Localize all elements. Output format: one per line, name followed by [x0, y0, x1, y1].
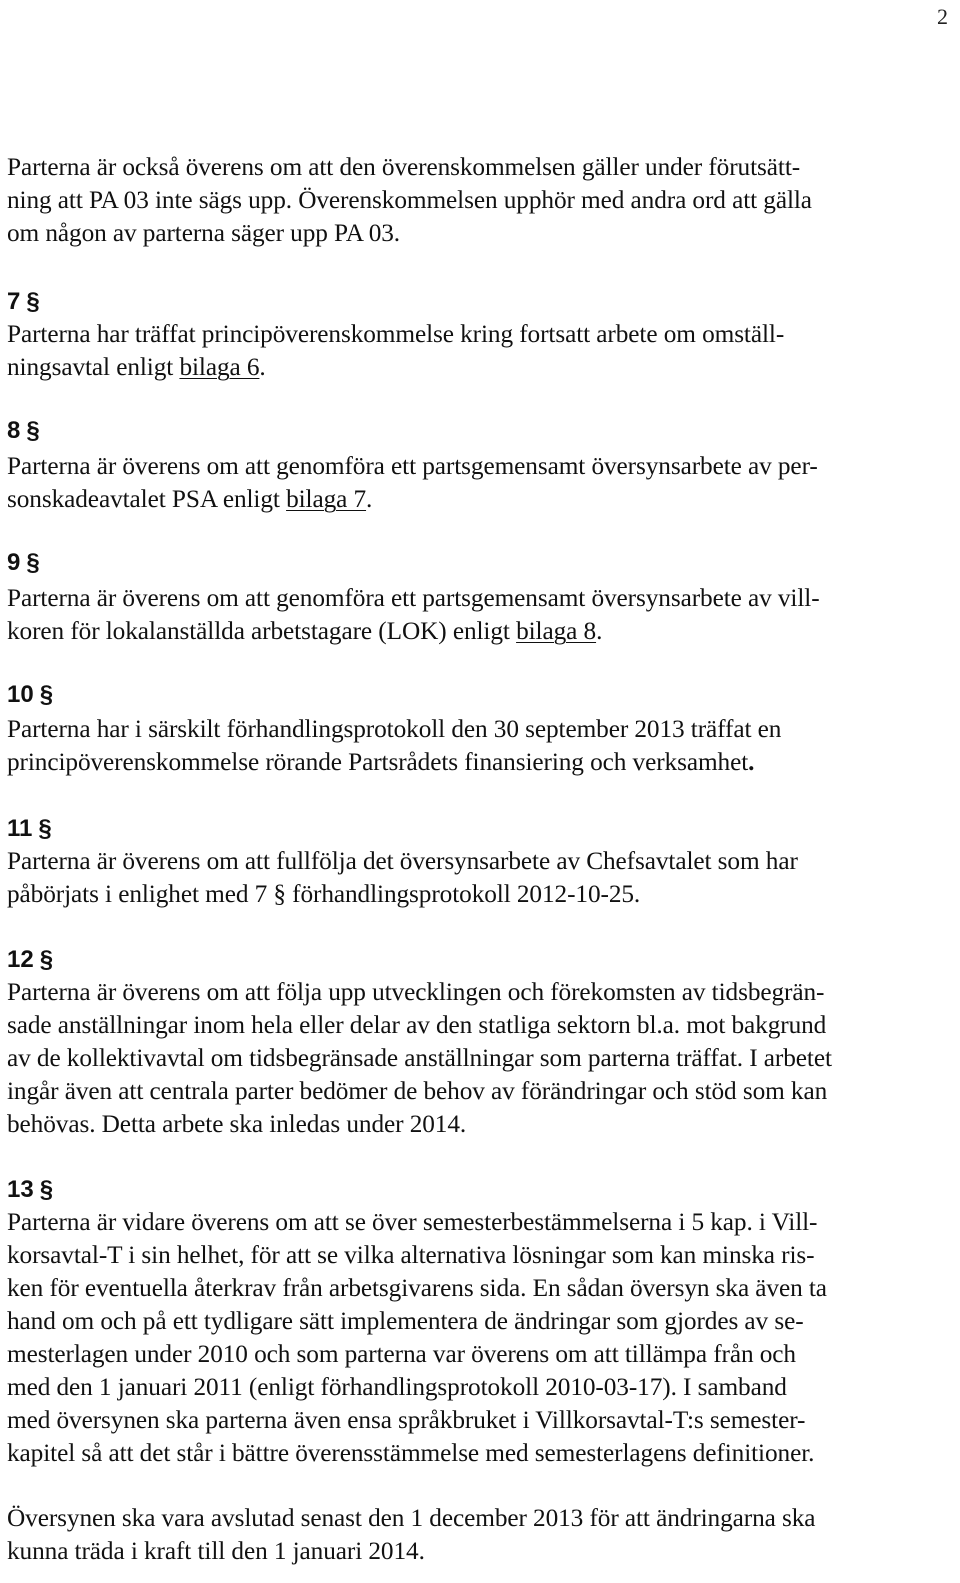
section-13-line-8: kapitel så att det står i bättre överensstämmelse med semesterlagens definitioner.: [7, 1439, 815, 1467]
section-9-line-1: Parterna är överens om att genomföra ett partsgemensamt översynsarbete av vill-: [7, 584, 820, 612]
section-10-heading: [7, 678, 53, 711]
section-9-heading: [7, 546, 40, 579]
section-number: 7: [7, 288, 21, 315]
section-8-line-1: Parterna är överens om att genomföra ett partsgemensamt översynsarbete av per-: [7, 452, 818, 480]
section-13-line-7: med översynen ska parterna även ensa språkbruket i Villkorsavtal-T:s semester-: [7, 1406, 806, 1434]
section-9-line-2: [7, 615, 602, 648]
section-9-period: .: [596, 617, 603, 645]
section-number: 11: [7, 815, 33, 842]
bilaga-7-link[interactable]: bilaga 7: [286, 485, 367, 513]
section-12-line-2: sade anställningar inom hela eller delar av den statliga sektorn bl.a. mot bakgrund: [7, 1011, 827, 1039]
bilaga-6-link[interactable]: bilaga 6: [179, 353, 260, 381]
section-11-line-2: påbörjats i enlighet med 7 § förhandlingsprotokoll 2012-10-25.: [7, 880, 641, 908]
section-12-line-1: Parterna är överens om att följa upp utvecklingen och förekomsten av tidsbegrän-: [7, 978, 825, 1006]
section-8-period: .: [366, 485, 373, 513]
section-sign-icon: §: [26, 417, 40, 444]
section-number: 9: [7, 549, 21, 576]
section-sign-icon: §: [26, 288, 40, 315]
section-8-text: sonskadeavtalet PSA enligt: [7, 485, 287, 513]
page-number: 2: [937, 4, 948, 29]
intro-line-2: ning att PA 03 inte sägs upp. Överenskommelsen upphör med andra ord att gälla: [7, 186, 812, 214]
section-10-text: principöverenskommelse rörande Partsrådets finansiering och verksamhet: [7, 748, 749, 776]
section-11-heading: [7, 812, 52, 845]
section-number: 8: [7, 417, 21, 444]
section-13-line-4: hand om och på ett tydligare sätt implementera de ändringar som gjordes av se-: [7, 1307, 804, 1335]
section-12-heading: [7, 943, 53, 976]
section-7-line-2: [7, 351, 266, 384]
bilaga-8-link[interactable]: bilaga 8: [516, 617, 597, 645]
section-13-line-6: med den 1 januari 2011 (enligt förhandlingsprotokoll 2010-03-17). I samband: [7, 1373, 787, 1401]
section-sign-icon: §: [39, 1176, 54, 1203]
section-number: 12: [7, 946, 34, 973]
intro-line-3: om någon av parterna säger upp PA 03.: [7, 219, 401, 247]
section-10-line-2: [7, 746, 754, 779]
section-number: 13: [7, 1176, 34, 1203]
section-13-line-2: korsavtal-T i sin helhet, för att se vilka alternativa lösningar som kan minska ris-: [7, 1241, 815, 1269]
section-sign-icon: §: [38, 815, 52, 842]
section-13-heading: [7, 1173, 53, 1206]
section-8-heading: [7, 414, 40, 447]
section-7-period: .: [259, 353, 266, 381]
section-9-text: koren för lokalanställda arbetstagare (LOK) enligt: [7, 617, 517, 645]
section-13-closing-line-2: kunna träda i kraft till den 1 januari 2014.: [7, 1537, 425, 1565]
section-12-line-3: av de kollektivavtal om tidsbegränsade anställningar som parterna träffat. I arbetet: [7, 1044, 832, 1072]
section-7-line-1: Parterna har träffat principöverenskommelse kring fortsatt arbete om omställ-: [7, 320, 785, 348]
section-number: 10: [7, 681, 34, 708]
section-10-period: .: [748, 748, 755, 776]
section-11-line-1: Parterna är överens om att fullfölja det översynsarbete av Chefsavtalet som har: [7, 847, 798, 875]
section-7-heading: [7, 285, 40, 318]
section-7-text: ningsavtal enligt: [7, 353, 180, 381]
section-13-line-5: mesterlagen under 2010 och som parterna var överens om att tillämpa från och: [7, 1340, 796, 1368]
section-sign-icon: §: [39, 946, 54, 973]
section-sign-icon: §: [39, 681, 54, 708]
section-13-closing-line-1: Översynen ska vara avslutad senast den 1 december 2013 för att ändringarna ska: [7, 1504, 816, 1532]
section-12-line-4: ingår även att centrala parter bedömer de behov av förändringar och stöd som kan: [7, 1077, 828, 1105]
section-sign-icon: §: [26, 549, 40, 576]
section-12-line-5: behövas. Detta arbete ska inledas under 2014.: [7, 1110, 467, 1138]
section-8-line-2: [7, 483, 372, 516]
intro-line-1: Parterna är också överens om att den överenskommelsen gäller under förutsätt-: [7, 153, 801, 181]
section-13-line-1: Parterna är vidare överens om att se över semesterbestämmelserna i 5 kap. i Vill-: [7, 1208, 818, 1236]
section-10-line-1: Parterna har i särskilt förhandlingsprotokoll den 30 september 2013 träffat en: [7, 715, 782, 743]
section-13-line-3: ken för eventuella återkrav från arbetsgivarens sida. En sådan översyn ska även ta: [7, 1274, 827, 1302]
